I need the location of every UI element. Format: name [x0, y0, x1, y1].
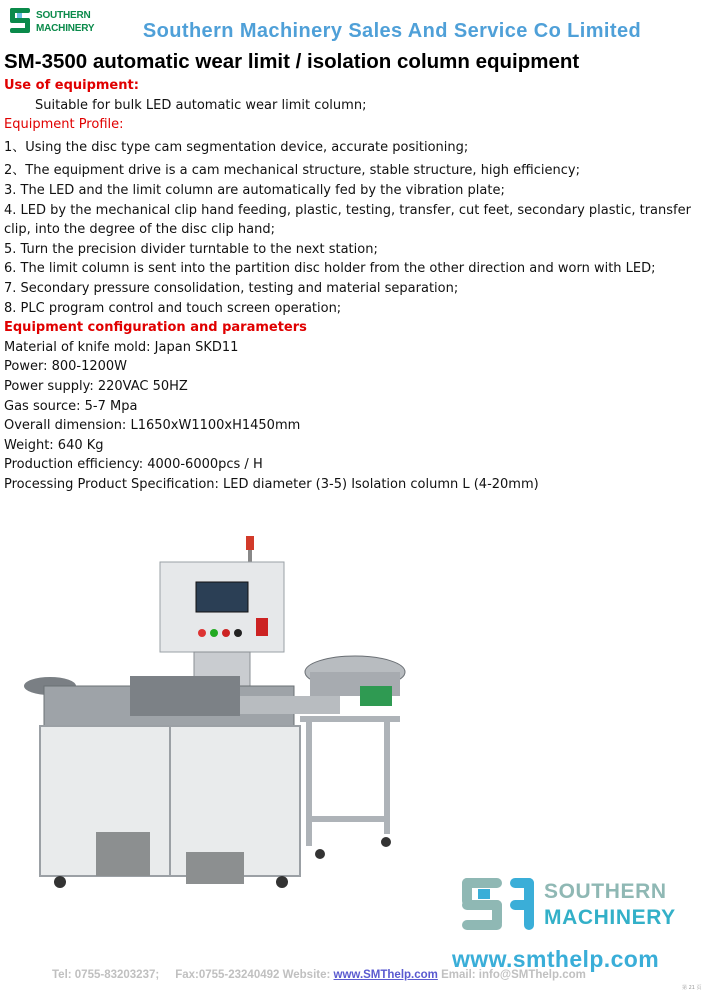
config-line: Production efficiency: 4000-6000pcs / H — [4, 457, 263, 473]
logo-mark-icon — [8, 6, 32, 36]
company-logo — [8, 4, 95, 42]
use-text: Suitable for bulk LED automatic wear limit column; — [35, 97, 367, 113]
logo-text-line1: SOUTHERN — [36, 10, 91, 21]
profile-item: 7. Secondary pressure consolidation, testing and material separation; — [4, 280, 459, 296]
config-heading: Equipment configuration and parameters — [4, 320, 307, 336]
company-name: Southern Machinery Sales And Service Co Limited — [142, 20, 642, 42]
config-line: Weight: 640 Kg — [4, 437, 104, 453]
profile-item: 6. The limit column is sent into the partition disc holder from the other direction and worn with LED; — [4, 261, 656, 277]
footer-tel: Tel: 0755-83203237; — [52, 969, 160, 981]
footer-contact — [52, 969, 586, 981]
logo-text-line2: MACHINERY — [36, 23, 95, 34]
page-header — [0, 0, 720, 48]
config-line: Power supply: 220VAC 50HZ — [4, 378, 188, 394]
profile-item: 5. Turn the precision divider turntable to the next station; — [4, 241, 378, 257]
config-line: Gas source: 5-7 Mpa — [4, 398, 138, 414]
profile-item: 4. LED by the mechanical clip hand feeding, plastic, testing, transfer, cut feet, secondary plastic, transfer clip, into the degree of the disc clip hand; — [4, 202, 691, 238]
use-heading: Use of equipment: — [4, 78, 139, 93]
config-line: Processing Product Specification: LED diameter (3-5) Isolation column L (4-20mm) — [4, 476, 539, 492]
config-line: Power: 800-1200W — [4, 359, 128, 375]
profile-item: 3. The LED and the limit column are automatically fed by the vibration plate; — [4, 182, 505, 198]
watermark-line2: MACHINERY — [544, 906, 676, 929]
watermark-line1: SOUTHERN — [544, 880, 667, 903]
watermark-logo — [458, 876, 708, 934]
website-banner: www.smthelp.com — [452, 946, 660, 972]
page-title: SM-3500 automatic wear limit / isolation column equipment — [4, 50, 580, 73]
profile-item: 2、The equipment drive is a cam mechanical structure, stable structure, high efficiency; — [4, 163, 580, 179]
machine-illustration — [10, 536, 420, 906]
footer-fax: Fax:0755-23240492 Website: — [175, 969, 331, 981]
page-number: 第 21 页 — [682, 985, 702, 991]
document-body — [4, 76, 718, 494]
footer-email: Email: info@SMThelp.com — [441, 969, 586, 981]
config-line: Overall dimension: L1650xW1100xH1450mm — [4, 418, 301, 434]
profile-heading: Equipment Profile: — [4, 117, 124, 133]
footer-website-link[interactable]: www.SMThelp.com — [333, 969, 438, 981]
profile-item: 1、Using the disc type cam segmentation device, accurate positioning; — [4, 139, 469, 155]
watermark-logo-icon — [458, 876, 538, 934]
config-line: Material of knife mold: Japan SKD11 — [4, 339, 239, 355]
profile-item: 8. PLC program control and touch screen operation; — [4, 300, 342, 316]
equipment-photo — [10, 536, 420, 906]
